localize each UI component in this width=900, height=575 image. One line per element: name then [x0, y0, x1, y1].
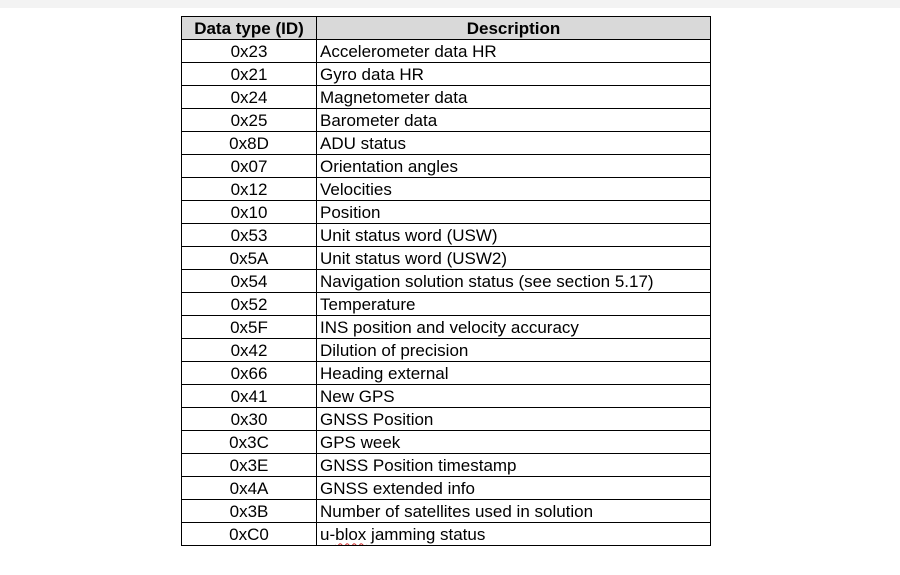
data-type-id-cell: 0x23	[182, 40, 317, 63]
table-row	[182, 178, 711, 201]
table-row	[182, 109, 711, 132]
table-row	[182, 224, 711, 247]
data-type-id-cell: 0x66	[182, 362, 317, 385]
description-cell: Accelerometer data HR	[317, 40, 711, 63]
description-cell: Position	[317, 201, 711, 224]
description-cell: Unit status word (USW2)	[317, 247, 711, 270]
description-cell: Unit status word (USW)	[317, 224, 711, 247]
table-row	[182, 454, 711, 477]
table-row	[182, 293, 711, 316]
table-row	[182, 316, 711, 339]
data-type-id-cell: 0x3B	[182, 500, 317, 523]
top-strip	[0, 0, 900, 8]
description-cell: Number of satellites used in solution	[317, 500, 711, 523]
data-type-id-cell: 0x5F	[182, 316, 317, 339]
data-type-id-cell: 0x54	[182, 270, 317, 293]
table-row	[182, 155, 711, 178]
description-cell: Magnetometer data	[317, 86, 711, 109]
table-row	[182, 270, 711, 293]
description-cell: Orientation angles	[317, 155, 711, 178]
data-type-id-cell: 0x3E	[182, 454, 317, 477]
header-data-type-id: Data type (ID)	[182, 17, 317, 40]
data-type-id-cell: 0x4A	[182, 477, 317, 500]
table-row	[182, 40, 711, 63]
data-type-id-cell: 0x21	[182, 63, 317, 86]
data-type-id-cell: 0x42	[182, 339, 317, 362]
table-row	[182, 431, 711, 454]
data-type-id-cell: 0x3C	[182, 431, 317, 454]
data-type-id-cell: 0x25	[182, 109, 317, 132]
table-row	[182, 201, 711, 224]
description-cell: Velocities	[317, 178, 711, 201]
table-row	[182, 339, 711, 362]
data-type-table	[181, 16, 711, 546]
table-row	[182, 523, 711, 546]
description-cell: New GPS	[317, 385, 711, 408]
data-type-id-cell: 0xC0	[182, 523, 317, 546]
description-cell: ADU status	[317, 132, 711, 155]
table-row	[182, 477, 711, 500]
description-cell: Barometer data	[317, 109, 711, 132]
description-cell: Navigation solution status (see section 5.17)	[317, 270, 711, 293]
table-row	[182, 500, 711, 523]
description-cell: Dilution of precision	[317, 339, 711, 362]
spellcheck-flagged-word: blox	[335, 524, 367, 544]
table-header-row	[182, 17, 711, 40]
description-cell: INS position and velocity accuracy	[317, 316, 711, 339]
description-cell: Temperature	[317, 293, 711, 316]
table-row	[182, 408, 711, 431]
data-type-id-cell: 0x10	[182, 201, 317, 224]
data-type-id-cell: 0x07	[182, 155, 317, 178]
table-row	[182, 132, 711, 155]
description-cell: u-blox jamming status	[317, 523, 711, 546]
table-row	[182, 247, 711, 270]
data-type-id-cell: 0x41	[182, 385, 317, 408]
data-type-id-cell: 0x12	[182, 178, 317, 201]
data-type-id-cell: 0x30	[182, 408, 317, 431]
table-row	[182, 362, 711, 385]
table-row	[182, 86, 711, 109]
description-cell: GPS week	[317, 431, 711, 454]
description-cell: Heading external	[317, 362, 711, 385]
data-type-id-cell: 0x24	[182, 86, 317, 109]
table-body	[182, 40, 711, 546]
description-cell: Gyro data HR	[317, 63, 711, 86]
table-row	[182, 63, 711, 86]
data-type-id-cell: 0x8D	[182, 132, 317, 155]
description-cell: GNSS extended info	[317, 477, 711, 500]
table-row	[182, 385, 711, 408]
header-description: Description	[317, 17, 711, 40]
data-type-id-cell: 0x52	[182, 293, 317, 316]
data-type-id-cell: 0x53	[182, 224, 317, 247]
description-cell: GNSS Position	[317, 408, 711, 431]
data-type-id-cell: 0x5A	[182, 247, 317, 270]
description-cell: GNSS Position timestamp	[317, 454, 711, 477]
